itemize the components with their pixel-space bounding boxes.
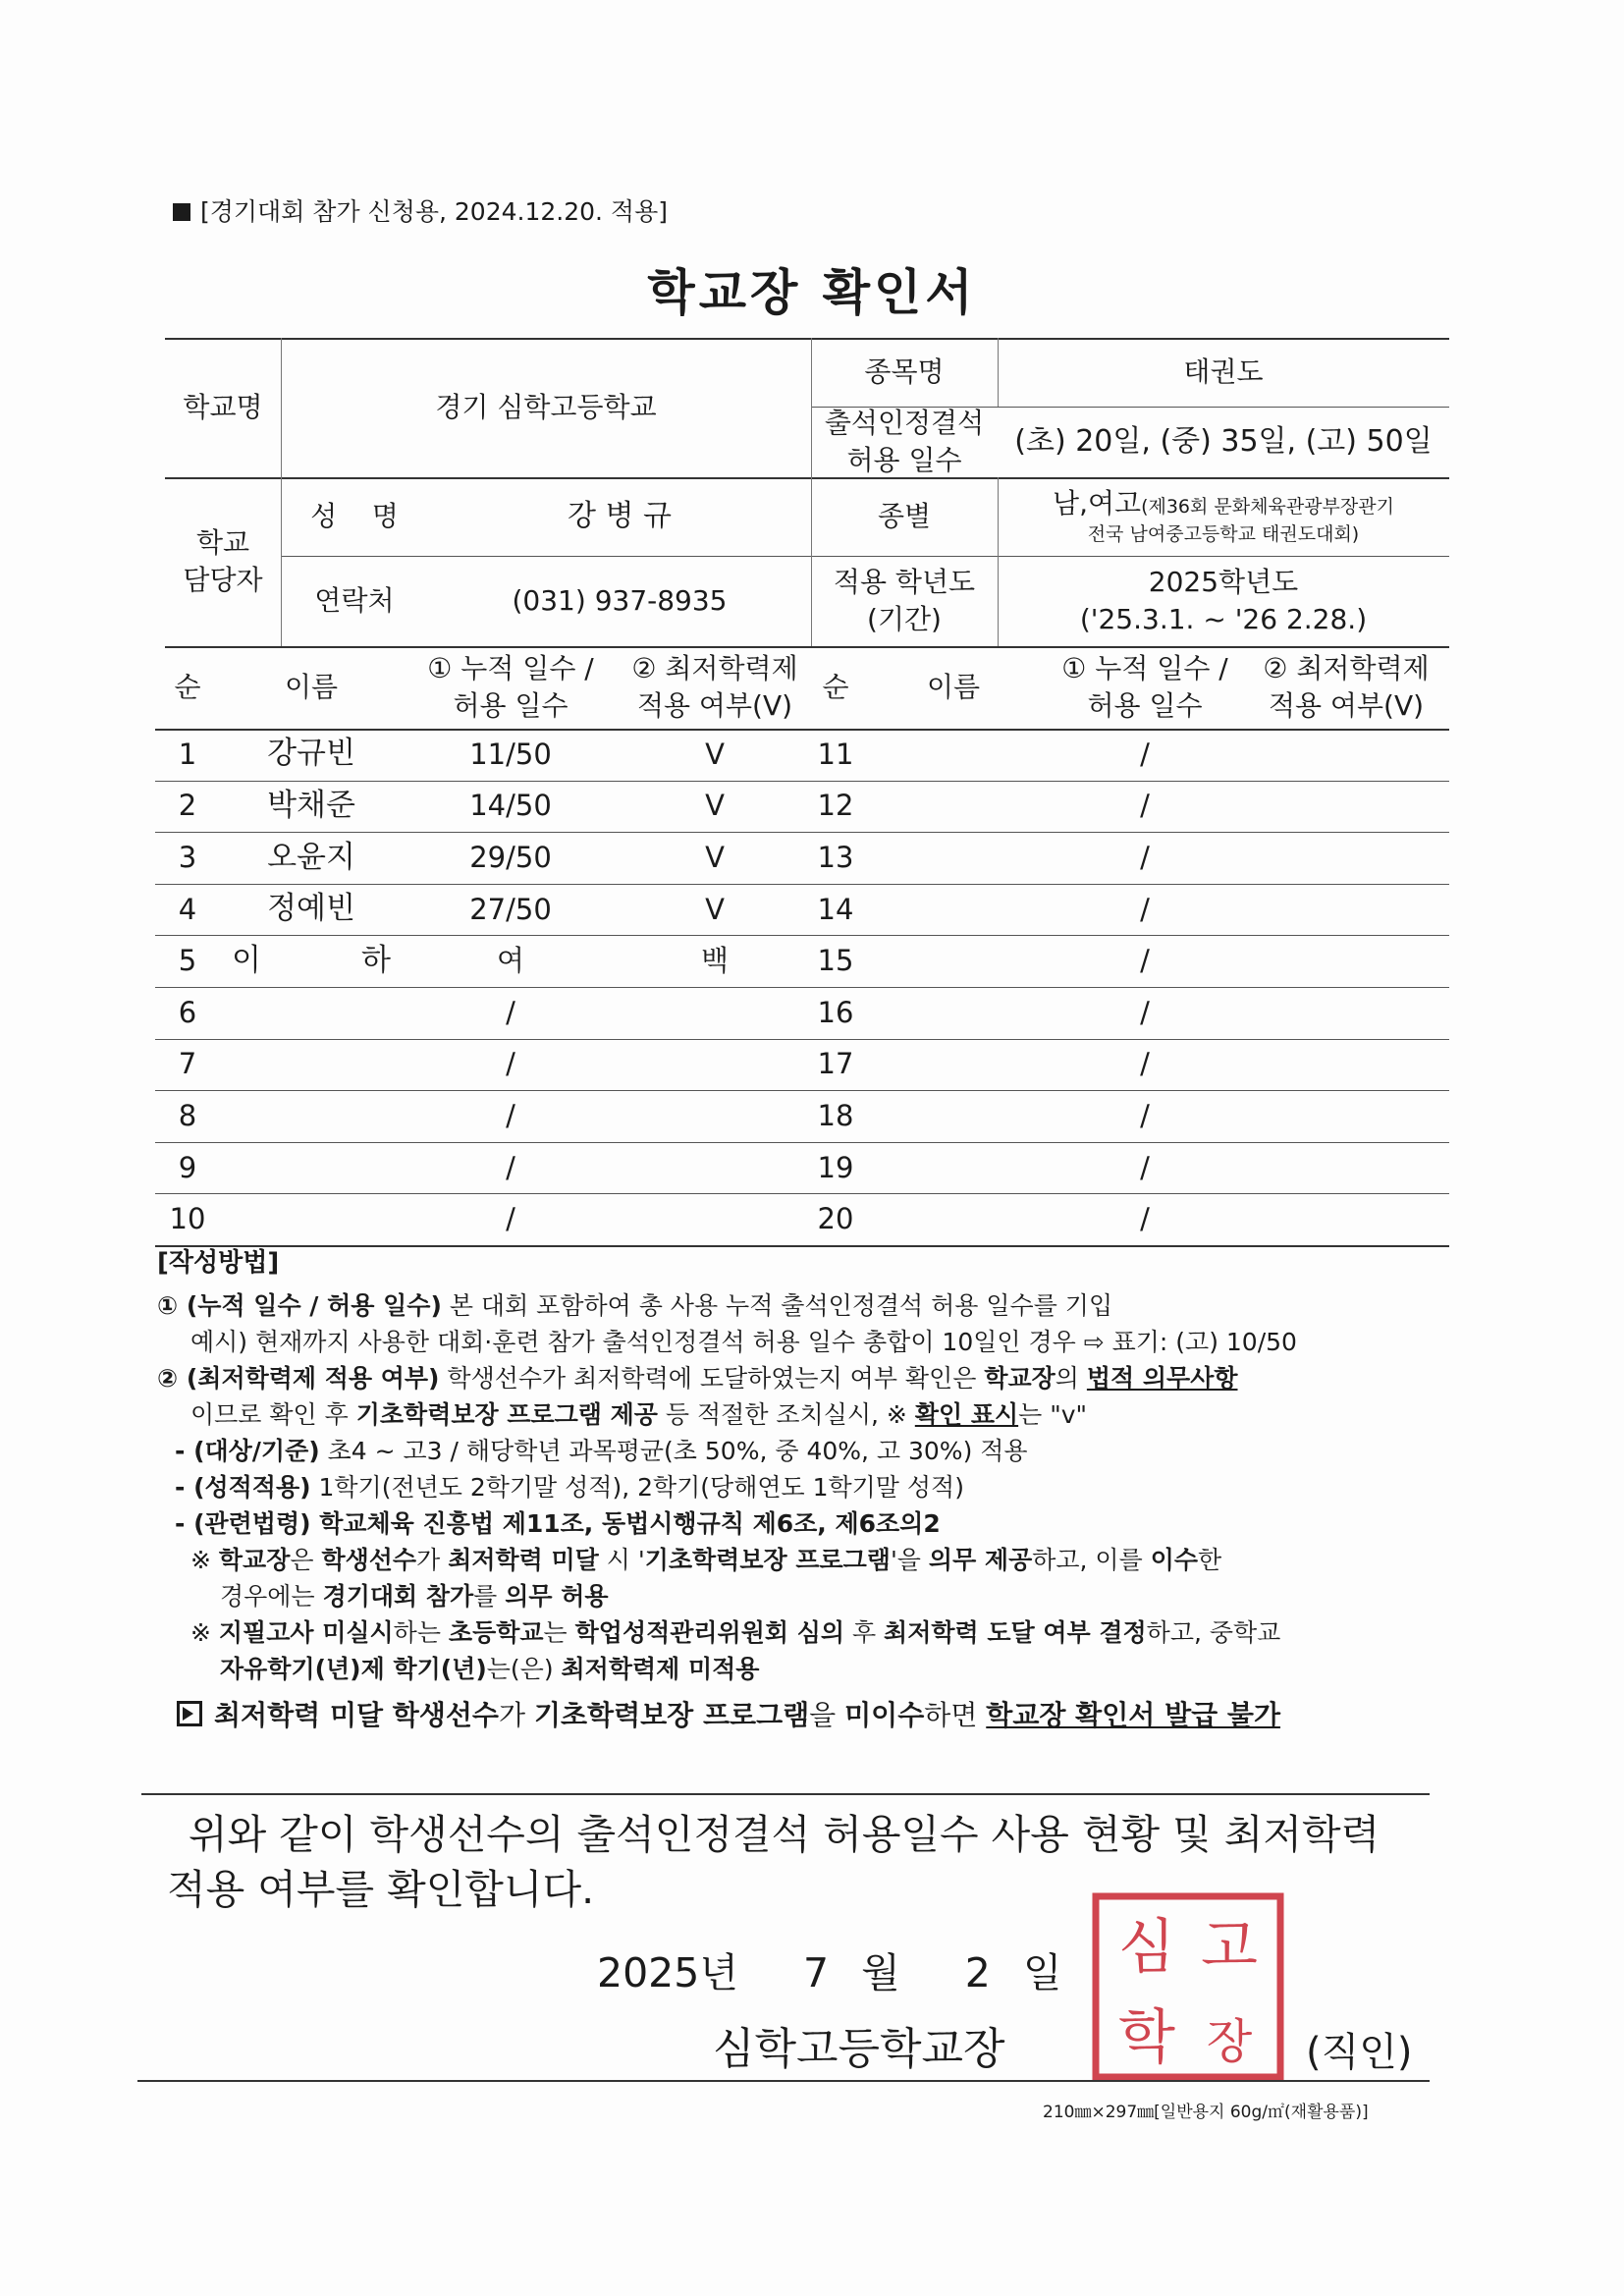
cell-check [619, 1039, 811, 1091]
col-min-line1: ② 최저학력제 [1263, 652, 1430, 685]
col-name-right: 이름 [926, 671, 981, 704]
bottom-border [137, 2080, 1430, 2082]
text-bold: 기초학력보장 프로그램 제공 [355, 1400, 658, 1429]
cell-name [220, 1039, 403, 1091]
reference-2-line2 [157, 1651, 1434, 1687]
cell-no: 12 [817, 789, 854, 823]
issue-date: 2025년 7 월 2 일 [597, 1949, 1062, 1996]
col-min-right [1243, 646, 1449, 729]
sub-note-target [157, 1433, 1434, 1469]
text-bold: 최저학력제 미적용 [561, 1655, 760, 1683]
col-days-line1: ① 누적 일수 / [427, 652, 594, 685]
cell-name [220, 987, 403, 1039]
cell-days: / [1140, 995, 1150, 1029]
cell-no: 14 [817, 892, 854, 926]
text: ※ [190, 1546, 219, 1574]
cell-days: 여 [496, 944, 524, 978]
text-bold: 최저학력 미달 학생선수 [214, 1699, 499, 1731]
square-bullet-icon [173, 203, 190, 221]
year-value [998, 556, 1449, 646]
text: ※ [190, 1618, 219, 1647]
cell-name [220, 1090, 403, 1142]
cell-days: 11/50 [469, 737, 552, 771]
text: 시 ' [598, 1546, 645, 1574]
writing-instructions [157, 1245, 1434, 1733]
cell-no: 19 [817, 1150, 854, 1184]
cell-no: 20 [817, 1202, 854, 1236]
event-main: 남,여고 [1053, 487, 1142, 520]
text: 하면 [924, 1699, 987, 1731]
cell-days: / [1140, 1098, 1150, 1132]
cell-days: / [1140, 737, 1150, 771]
col-no-left: 순 [174, 671, 201, 704]
sport-value: 태권도 [1183, 355, 1264, 389]
text: 하고, 이를 [1032, 1546, 1151, 1574]
cell-check [619, 987, 811, 1039]
note-2-line2 [157, 1396, 1434, 1433]
cell-no: 16 [817, 995, 854, 1029]
signer-title: 심학고등학교장 [713, 2024, 1005, 2074]
cell-check: V [705, 737, 725, 771]
manager-label-line1: 학교 [195, 526, 250, 560]
header-note-text: [경기대회 참가 신청용, 2024.12.20. 적용] [200, 197, 668, 226]
allowed-days-label [811, 407, 998, 477]
sub-note-law [157, 1505, 1434, 1542]
seal-char: 심 [1118, 1913, 1175, 1982]
cell-no: 15 [817, 944, 854, 978]
text-bold-underline: 확인 표시 [914, 1400, 1019, 1429]
text: 하는 [393, 1618, 449, 1647]
cell-days: / [1140, 944, 1150, 978]
reference-1 [157, 1542, 1434, 1578]
text-bold-underline: 학교장 확인서 발급 불가 [986, 1699, 1281, 1731]
cell-days: 27/50 [469, 892, 552, 926]
text: 이므로 확인 후 [190, 1400, 356, 1429]
cell-days: / [1140, 1047, 1150, 1081]
declaration-line2: 적용 여부를 확인합니다. [167, 1866, 595, 1913]
cell-no: 2 [178, 789, 197, 823]
cell-days: / [506, 1150, 515, 1184]
name-part: 이 [232, 942, 261, 978]
col-min-line2: 적용 여부(V) [1268, 689, 1425, 722]
cell-name: 정예빈 [267, 891, 355, 927]
note-2-label: ② (최저학력제 적용 여부) [157, 1364, 440, 1393]
text-bold: 학업성적관리위원회 심의 [574, 1618, 844, 1647]
cell-no: 13 [817, 840, 854, 874]
sport-label: 종목명 [864, 355, 945, 389]
text: 후 [844, 1618, 885, 1647]
text: 한 [1198, 1546, 1222, 1574]
sub-note-text: 1학기(전년도 2학기말 성적), 2학기(당해연도 1학기말 성적) [310, 1473, 964, 1502]
cell-name [220, 1193, 403, 1245]
sub-note-text: 초4 ~ 고3 / 해당학년 과목평균(초 50%, 중 40%, 고 30%) 적용 [319, 1437, 1028, 1465]
allowed-label-line1: 출석인정결석 [824, 407, 985, 440]
cell-days: / [506, 1202, 515, 1236]
col-name-left: 이름 [284, 671, 339, 704]
text-bold: 자유학기(년)제 학기(년) [220, 1655, 487, 1683]
text-bold: 의무 허용 [505, 1582, 609, 1611]
checkbox-arrow-icon [177, 1701, 202, 1726]
cell-check: V [705, 892, 725, 926]
col-no-right: 순 [822, 671, 849, 704]
year-label-line2: (기간) [867, 603, 942, 635]
event-sub1: (제36회 문화체육관광부장관기 [1141, 496, 1394, 519]
reference-1-line2 [157, 1578, 1434, 1614]
paper-spec: 210㎜×297㎜[일반용지 60g/㎡(재활용품)] [1043, 2103, 1369, 2122]
text: 는 [543, 1618, 575, 1647]
cell-days: 29/50 [469, 840, 552, 874]
cell-days: / [1140, 1150, 1150, 1184]
manager-label-line2: 담당자 [183, 564, 263, 596]
text: 가 [416, 1546, 449, 1574]
official-seal [1090, 1890, 1286, 2083]
cell-days: / [1140, 892, 1150, 926]
text: 경우에는 [220, 1582, 323, 1611]
text-bold: 경기대회 참가 [322, 1582, 474, 1611]
note-2-text: 학생선수가 최저학력에 도달하였는지 여부 확인은 [439, 1364, 985, 1393]
cell-no: 18 [817, 1098, 854, 1132]
sub-note-label: - (성적적용) [175, 1473, 311, 1502]
allowed-label-line2: 허용 일수 [846, 444, 962, 476]
cell-no: 6 [178, 995, 197, 1029]
name-value: 강 병 규 [567, 498, 672, 533]
text: 은 [290, 1546, 322, 1574]
cell-check [619, 1142, 811, 1194]
note-2-text: 의 [1055, 1364, 1087, 1393]
text: 중학교 [1209, 1618, 1281, 1647]
text: 는(은) [486, 1655, 562, 1683]
text-bold: 초등학교 [448, 1618, 544, 1647]
cell-check: 백 [700, 944, 729, 978]
note-2-bold: 학교장 [984, 1364, 1056, 1393]
cell-check [619, 1090, 811, 1142]
year-value-line2: ('25.3.1. ~ '26 2.28.) [1079, 603, 1368, 635]
note-1-text: 본 대회 포함하여 총 사용 누적 출석인정결석 허용 일수를 기입 [441, 1291, 1113, 1320]
reference-2 [157, 1614, 1434, 1651]
col-days-line2: 허용 일수 [1087, 689, 1203, 722]
divider [141, 1793, 1430, 1795]
col-days-line1: ① 누적 일수 / [1061, 652, 1228, 685]
year-label-line1: 적용 학년도 [833, 566, 976, 599]
cell-name [220, 1142, 403, 1194]
text-bold: 이수 [1150, 1546, 1198, 1574]
text-bold: 기초학력보장 프로그램 [533, 1699, 810, 1731]
cell-no: 9 [178, 1150, 197, 1184]
year-value-line1: 2025학년도 [1148, 566, 1299, 599]
text-bold: 학교장 [218, 1546, 291, 1574]
seal-char: 장 [1206, 2014, 1253, 2069]
cell-days: / [506, 1047, 515, 1081]
cell-check: V [705, 789, 725, 823]
text: 가 [498, 1699, 534, 1731]
school-name: 경기 심학고등학교 [435, 391, 657, 424]
page-title: 학교장 확인서 [647, 264, 977, 321]
text-bold: 학생선수 [321, 1546, 417, 1574]
cell-no: 5 [178, 944, 197, 978]
col-days-right [1047, 646, 1243, 729]
col-min-line1: ② 최저학력제 [631, 652, 798, 685]
note-1-example: 예시) 현재까지 사용한 대회·훈련 참가 출석인정결석 허용 일수 총합이 10일인 경우 ⇨ 표기: (고) 10/50 [190, 1328, 1297, 1356]
cell-no: 8 [178, 1098, 197, 1132]
seal-char: 고 [1201, 1913, 1258, 1982]
manager-label [165, 477, 281, 646]
seal-label: (직인) [1306, 2030, 1413, 2075]
instructions-heading: [작성방법] [157, 1248, 280, 1278]
col-days-left [403, 646, 619, 729]
text-bold: 미이수 [844, 1699, 925, 1731]
seal-char: 학 [1118, 2003, 1175, 2072]
text: 하고, [1146, 1618, 1210, 1647]
text-bold: 의무 제공 [928, 1546, 1033, 1574]
cell-check [619, 1193, 811, 1245]
cell-no: 17 [817, 1047, 854, 1081]
col-min-left [619, 646, 811, 729]
text-bold: 지필고사 미실시 [218, 1618, 394, 1647]
sub-note-label: - (관련법령) 학교체육 진흥법 제11조, 동법시행규칙 제6조, 제6조의2 [175, 1509, 941, 1538]
cell-days: / [1140, 1202, 1150, 1236]
text: 을 [809, 1699, 845, 1731]
cell-name [220, 935, 403, 987]
text: '을 [890, 1546, 929, 1574]
cell-name: 오윤지 [267, 839, 355, 875]
cell-days: / [506, 1098, 515, 1132]
text: 등 적절한 조치실시, ※ [657, 1400, 915, 1429]
cell-no: 11 [817, 737, 854, 771]
note-1-label: ① (누적 일수 / 허용 일수) [157, 1291, 442, 1320]
cell-name: 강규빈 [267, 736, 355, 772]
cell-days: / [506, 995, 515, 1029]
cell-no: 7 [178, 1047, 197, 1081]
cell-name: 박채준 [267, 787, 355, 823]
cell-days: 14/50 [469, 789, 552, 823]
cell-days: / [1140, 789, 1150, 823]
contact-label: 연락처 [314, 584, 395, 618]
cell-check: V [705, 840, 725, 874]
text-bold: 최저학력 도달 여부 결정 [884, 1618, 1147, 1647]
sub-note-label: - (대상/기준) [175, 1437, 320, 1465]
name-label: 성 명 [310, 500, 399, 533]
cell-no: 3 [178, 840, 197, 874]
contact-value: (031) 937-8935 [512, 584, 728, 618]
event-label: 종별 [877, 500, 932, 533]
year-label [811, 556, 998, 646]
declaration-line1: 위와 같이 학생선수의 출석인정결석 허용일수 사용 현황 및 최저학력 [189, 1811, 1380, 1858]
sub-note-grades [157, 1469, 1434, 1505]
cell-days: / [1140, 840, 1150, 874]
final-warning [157, 1697, 1434, 1733]
allowed-days-value: (초) 20일, (중) 35일, (고) 50일 [1014, 423, 1433, 459]
text: 를 [473, 1582, 506, 1611]
cell-no: 1 [178, 737, 197, 771]
form-header-note [173, 192, 668, 228]
cell-no: 4 [178, 892, 197, 926]
event-sub2: 전국 남여중고등학교 태권도대회) [1087, 523, 1360, 546]
text-bold: 기초학력보장 프로그램 [644, 1546, 891, 1574]
text-bold: 최저학력 미달 [448, 1546, 599, 1574]
event-value [998, 477, 1449, 556]
school-label: 학교명 [183, 391, 263, 424]
col-days-line2: 허용 일수 [453, 689, 568, 722]
note-1 [157, 1287, 1434, 1324]
col-min-line2: 적용 여부(V) [636, 689, 793, 722]
text: 는 "v" [1018, 1400, 1088, 1429]
cell-no: 10 [169, 1202, 206, 1236]
note-2 [157, 1360, 1434, 1396]
note-2-legal-duty: 법적 의무사항 [1086, 1364, 1238, 1393]
name-part: 하 [361, 942, 391, 978]
